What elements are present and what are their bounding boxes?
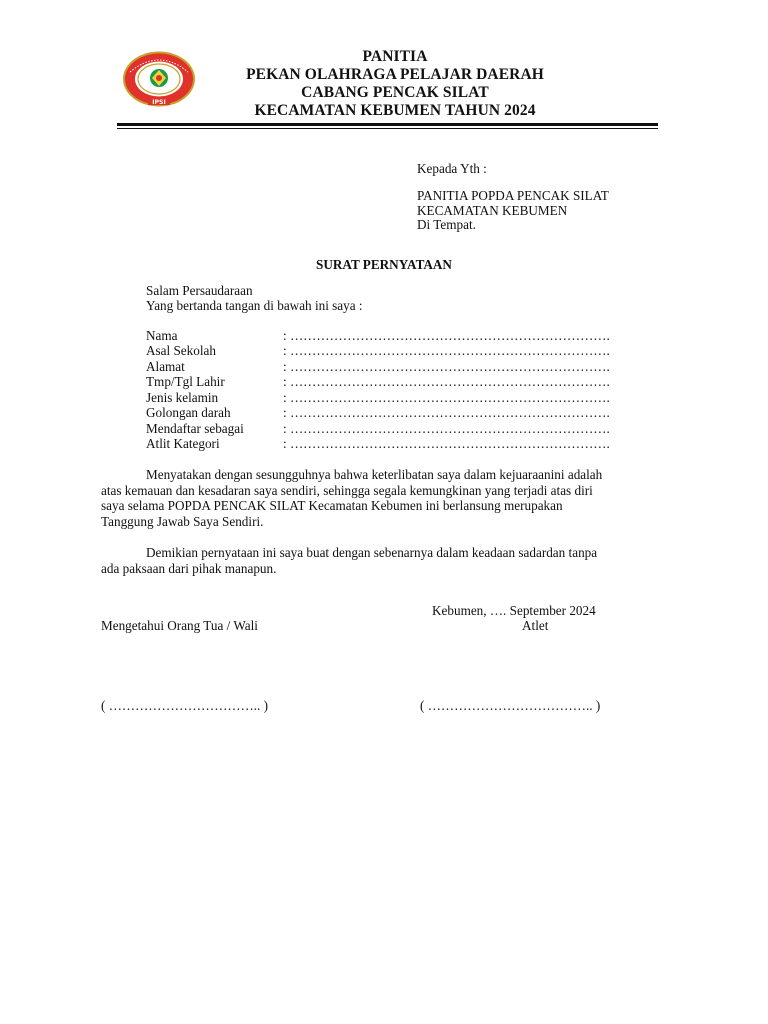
- field-label-mendaftar-sebagai: Mendaftar sebagai: [146, 421, 244, 436]
- field-label-asal-sekolah: Asal Sekolah: [146, 343, 216, 358]
- field-label-jenis-kelamin: Jenis kelamin: [146, 390, 219, 405]
- document-title: SURAT PERNYATAAN: [316, 257, 452, 272]
- recipient-line: Di Tempat.: [417, 217, 476, 232]
- field-label-tmp-tgl-lahir: Tmp/Tgl Lahir: [146, 374, 225, 389]
- closing-line: Demikian pernyataan ini saya buat dengan sebenarnya dalam keadaan sadardan tanpa: [146, 545, 598, 560]
- field-label-golongan-darah: Golongan darah: [146, 405, 231, 420]
- recipient-greeting: Kepada Yth :: [417, 161, 487, 176]
- statement-line: Tanggung Jawab Saya Sendiri.: [101, 514, 264, 529]
- guardian-label: Mengetahui Orang Tua / Wali: [101, 618, 258, 633]
- letterhead-divider-thin: [117, 128, 658, 129]
- ipsi-logo: [121, 50, 197, 108]
- field-value-alamat: : ……………………………………………………………….: [283, 359, 610, 374]
- guardian-signature-blank: ( …………………………….. ): [101, 698, 269, 713]
- letterhead-line: CABANG PENCAK SILAT: [301, 84, 489, 101]
- ipsi-logo-text: IPSI: [152, 99, 166, 107]
- field-value-nama: : ……………………………………………………………….: [283, 328, 610, 343]
- field-label-atlit-kategori: Atlit Kategori: [146, 436, 220, 451]
- field-value-tmp-tgl-lahir: : ……………………………………………………………….: [283, 374, 610, 389]
- field-value-mendaftar-sebagai: : ……………………………………………………………….: [283, 421, 610, 436]
- closing-line: ada paksaan dari pihak manapun.: [101, 561, 277, 576]
- field-value-atlit-kategori: : ……………………………………………………………….: [283, 436, 610, 451]
- letterhead-line: PANITIA: [362, 48, 428, 65]
- letterhead: [200, 48, 590, 120]
- statement-line: Menyatakan dengan sesungguhnya bahwa keterlibatan saya dalam kejuaraanini adalah: [146, 467, 603, 482]
- field-value-jenis-kelamin: : ……………………………………………………………….: [283, 390, 610, 405]
- letterhead-line: KECAMATAN KEBUMEN TAHUN 2024: [254, 102, 536, 119]
- field-value-golongan-darah: : ……………………………………………………………….: [283, 405, 610, 420]
- intro-text: Yang bertanda tangan di bawah ini saya :: [146, 298, 363, 313]
- recipient-line: KECAMATAN KEBUMEN: [417, 203, 568, 218]
- letterhead-divider: [117, 123, 658, 126]
- field-value-asal-sekolah: : ……………………………………………………………….: [283, 343, 610, 358]
- salutation: Salam Persaudaraan: [146, 283, 253, 298]
- athlete-label: Atlet: [522, 618, 549, 633]
- statement-line: saya selama POPDA PENCAK SILAT Kecamatan Kebumen ini berlansung merupakan: [101, 498, 563, 513]
- athlete-signature-blank: ( ……………………………….. ): [420, 698, 601, 713]
- place-date: Kebumen, …. September 2024: [432, 603, 596, 618]
- letterhead-line: PEKAN OLAHRAGA PELAJAR DAERAH: [246, 66, 544, 83]
- recipient-line: PANITIA POPDA PENCAK SILAT: [417, 188, 609, 203]
- field-label-nama: Nama: [146, 328, 178, 343]
- statement-line: atas kemauan dan kesadaran saya sendiri, sehingga segala kemungkinan yang terjadi atas diri: [101, 483, 593, 498]
- field-label-alamat: Alamat: [146, 359, 185, 374]
